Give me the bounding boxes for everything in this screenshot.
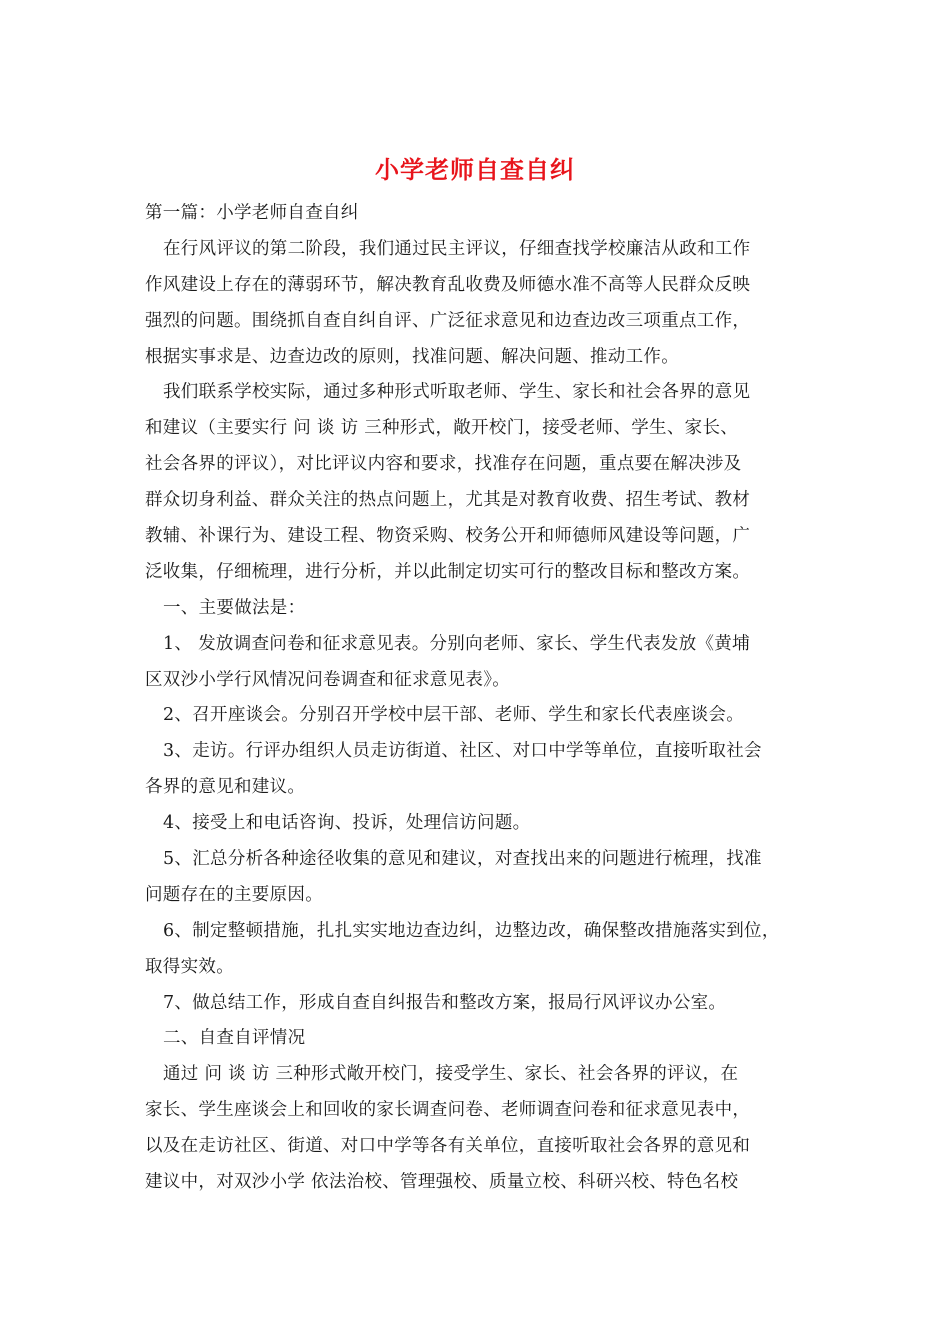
text-line: 在行风评议的第二阶段，我们通过民主评议，仔细查找学校廉洁从政和工作 (163, 238, 751, 259)
text-line: 3、走访。行评办组织人员走访街道、社区、对口中学等单位，直接听取社会 (163, 741, 762, 762)
text-line: 取得实效。 (145, 956, 234, 977)
text-line: 以及在走访社区、街道、对口中学等各有关单位，直接听取社会各界的意见和 (145, 1136, 751, 1157)
text-line: 作风建设上存在的薄弱环节，解决教育乱收费及师德水准不高等人民群众反映 (145, 274, 751, 295)
document-body (145, 196, 825, 1201)
text-line: 群众切身利益、群众关注的热点问题上，尤其是对教育收费、招生考试、教材 (145, 490, 751, 511)
text-line: 教辅、补课行为、建设工程、物资采购、校务公开和师德师风建设等问题，广 (145, 526, 751, 547)
text-line: 和建议（主要实行 问 谈 访 三种形式，敞开校门，接受老师、学生、家长、 (145, 418, 739, 439)
text-line: 各界的意见和建议。 (145, 777, 306, 798)
text-line: 5、汇总分析各种途径收集的意见和建议，对查找出来的问题进行梳理，找准 (163, 849, 762, 870)
text-line: 第一篇：小学老师自查自纠 (145, 203, 359, 223)
text-line: 二、自查自评情况 (163, 1028, 306, 1049)
text-line: 1、 发放调查问卷和征求意见表。分别向老师、家长、学生代表发放《黄埔 (163, 633, 750, 654)
text-line: 6、制定整顿措施，扎扎实实地边查边纠，边整边改，确保整改措施落实到位， (163, 920, 780, 941)
text-line: 4、接受上和电话咨询、投诉，处理信访问题。 (163, 813, 531, 834)
text-line: 区双沙小学行风情况问卷调查和征求意见表》。 (145, 669, 511, 690)
text-line: 泛收集，仔细梳理，进行分析，并以此制定切实可行的整改目标和整改方案。 (145, 561, 751, 582)
text-line: 家长、学生座谈会上和回收的家长调查问卷、老师调查问卷和征求意见表中， (145, 1100, 751, 1121)
text-line: 一、主要做法是： (163, 597, 306, 618)
text-line: 7、做总结工作，形成自查自纠报告和整改方案，报局行风评议办公室。 (163, 992, 727, 1013)
text-line: 问题存在的主要原因。 (145, 884, 323, 905)
text-line: 社会各界的评议），对比评议内容和要求，找准存在问题，重点要在解决涉及 (145, 454, 742, 475)
text-line: 通过 问 谈 访 三种形式敞开校门，接受学生、家长、社会各界的评议，在 (163, 1064, 739, 1085)
text-line: 2、召开座谈会。分别召开学校中层干部、老师、学生和家长代表座谈会。 (163, 705, 745, 726)
text-line: 我们联系学校实际，通过多种形式听取老师、学生、家长和社会各界的意见 (163, 382, 751, 403)
text-line: 强烈的问题。围绕抓自查自纠自评、广泛征求意见和边查边改三项重点工作， (145, 310, 751, 331)
text-line: 根据实事求是、边查边改的原则，找准问题、解决问题、推动工作。 (145, 346, 679, 367)
document-title: 小学老师自查自纠 (375, 155, 575, 184)
text-line: 建议中，对双沙小学 依法治校、管理强校、质量立校、科研兴校、特色名校 (145, 1172, 739, 1193)
